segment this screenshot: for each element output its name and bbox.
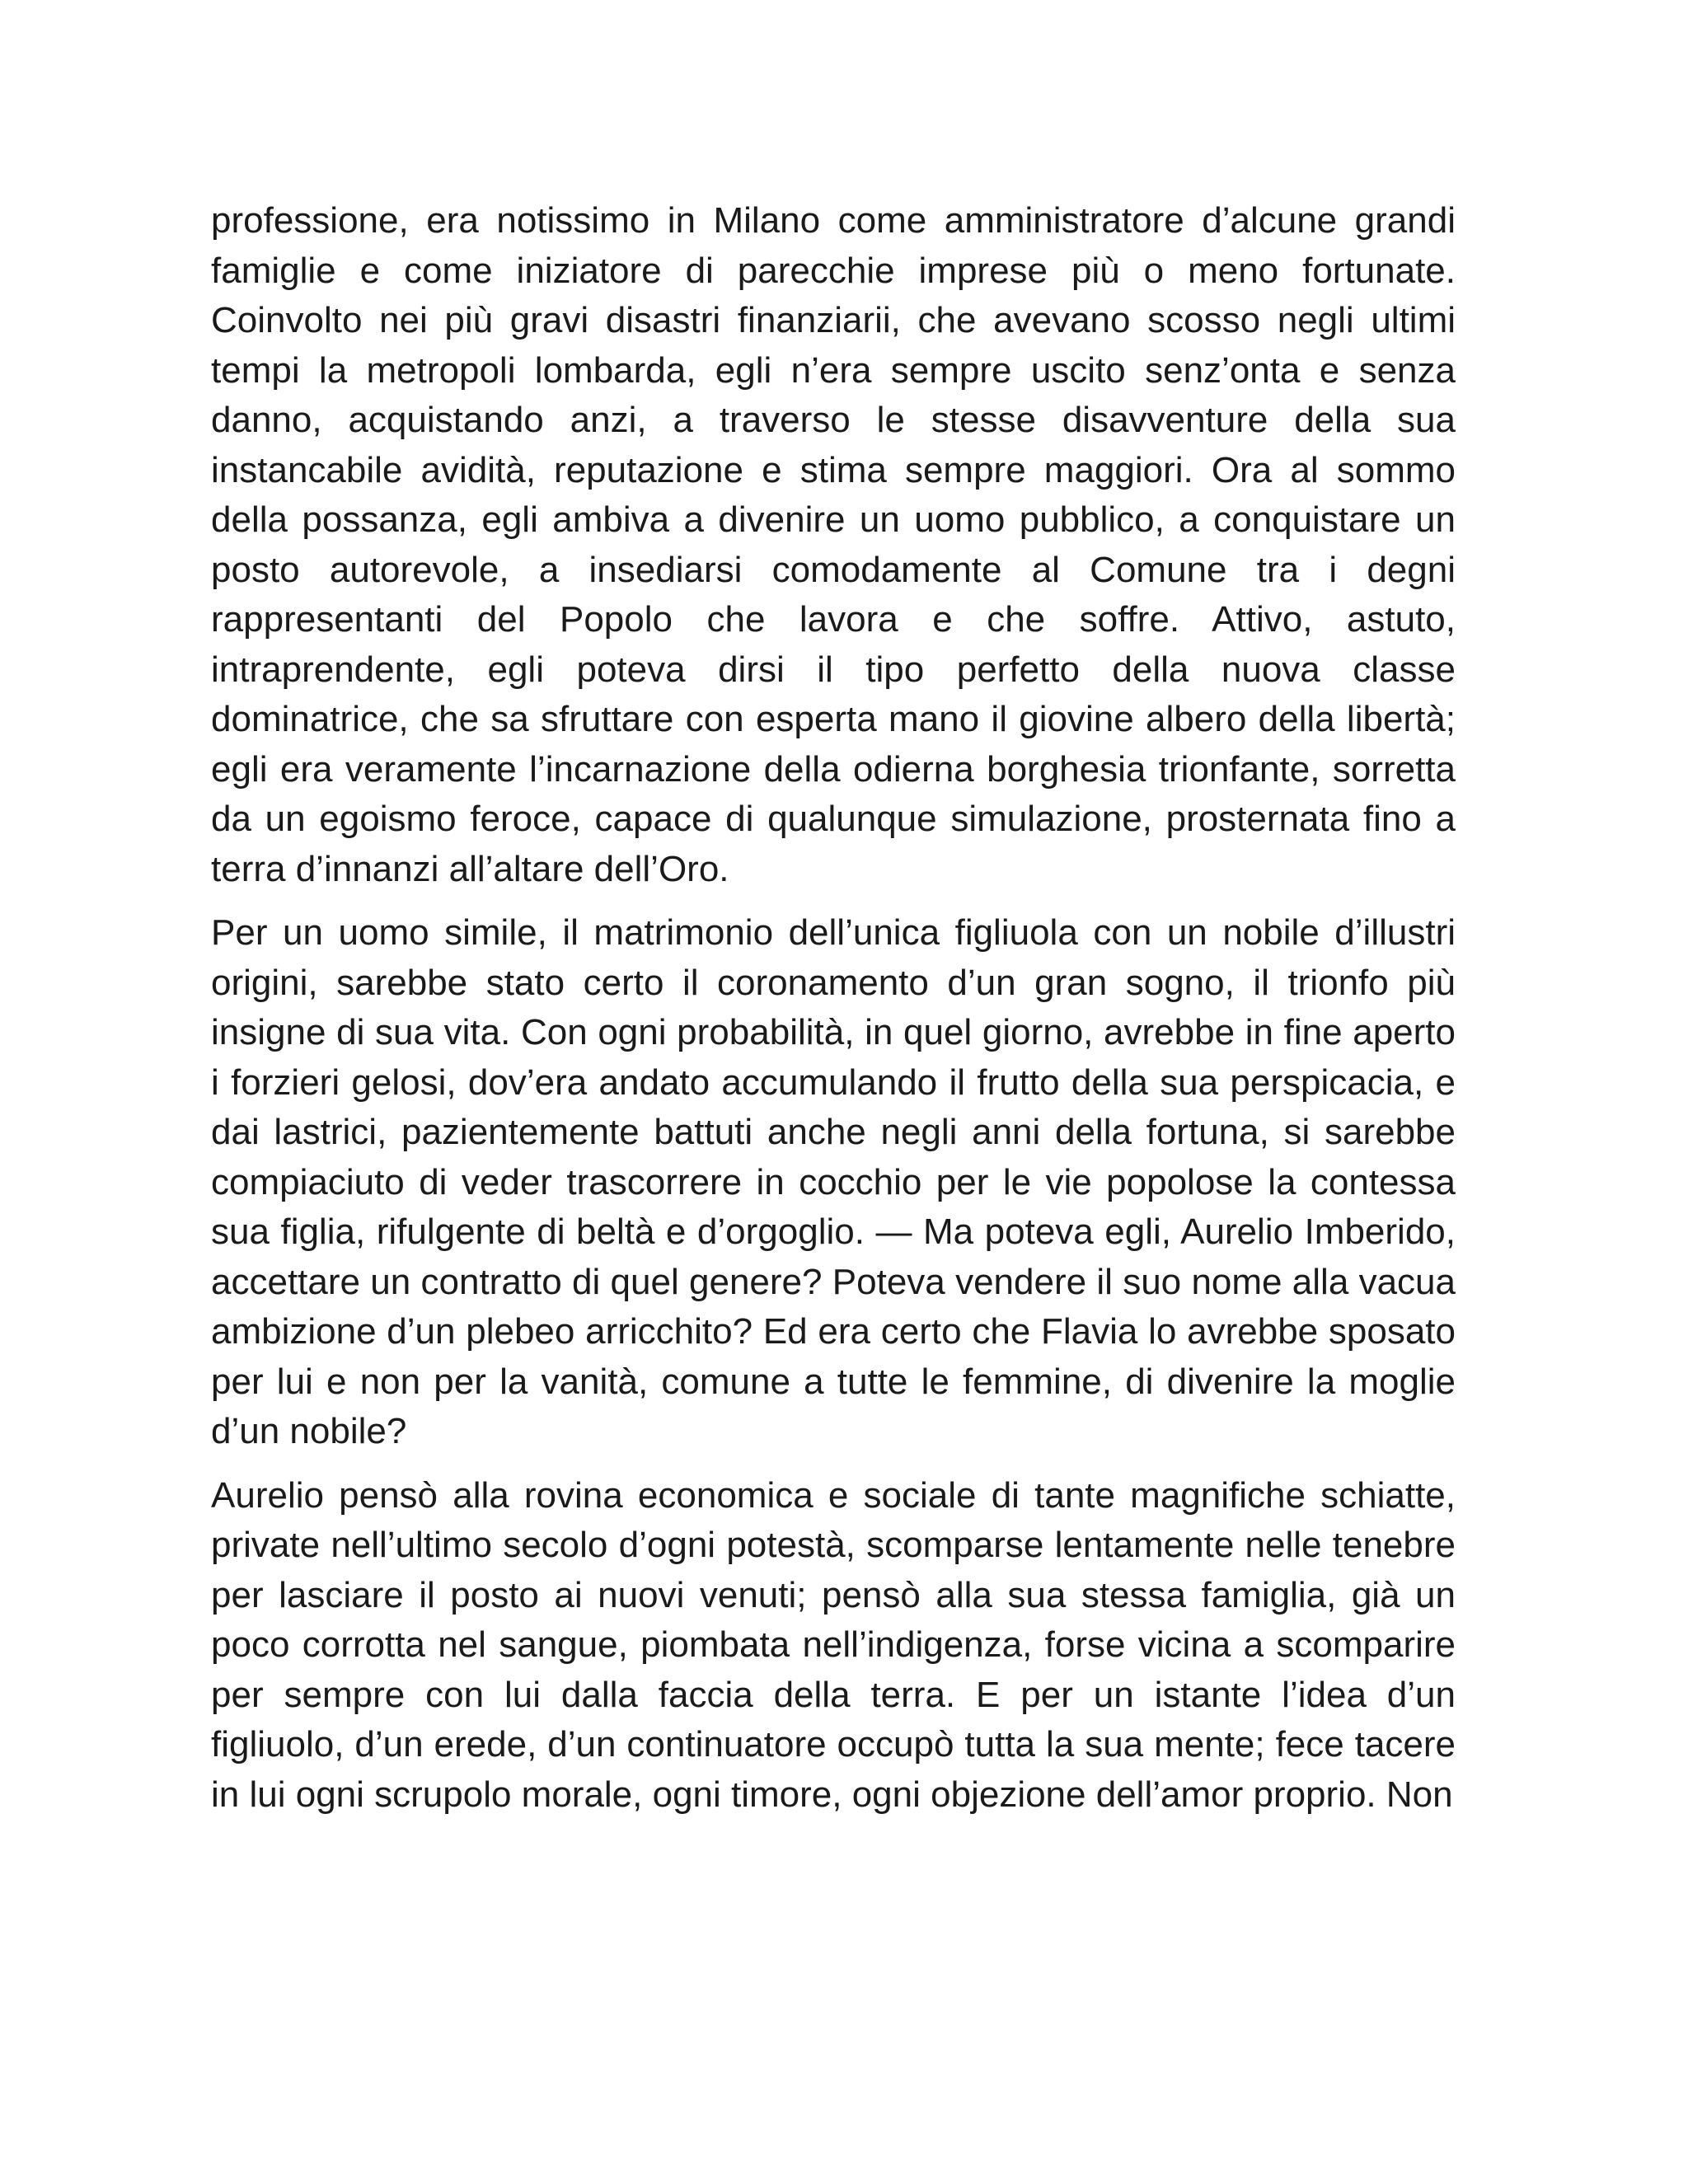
paragraph-3: Aurelio pensò alla rovina economica e sociale di tante magnifiche schiatte, private nell’ultimo secolo d’ogni potestà, scomparse lentamente nelle tenebre per lasciare il posto ai nuovi venuti; pensò alla sua stessa famiglia, già un poco corrotta nel sangue, piombata nell’indigenza, forse vicina a scomparire per sempre con lui dalla faccia della terra. E per un istante l’idea d’un figliuolo, d’un erede, d’un continuatore occupò tutta la sua mente; fece tacere in lui ogni scrupolo morale, ogni timore, ogni objezione dell’amor proprio. Non [211,1474,1456,1815]
document-page [211,196,1456,1820]
paragraph-2: Per un uomo simile, il matrimonio dell’unica figliuola con un nobile d’illustri origini, sarebbe stato certo il coronamento d’un gran sogno, il trionfo più insigne di sua vita. Con ogni probabilità, in quel giorno, avrebbe in fine aperto i forzieri gelosi, dov’era andato accumulando il frutto della sua perspicacia, e dai lastrici, pazientemente battuti anche negli anni della fortuna, si sarebbe compiaciuto di veder trascorrere in cocchio per le vie popolose la contessa sua figlia, rifulgente di beltà e d’orgoglio. — Ma poteva egli, Aurelio Imberido, accettare un contratto di quel genere? Poteva vendere il suo nome alla vacua ambizione d’un plebeo arricchito? Ed era certo che Flavia lo avrebbe sposato per lui e non per la vanità, comune a tutte le femmine, di divenire la moglie d’un nobile? [211,912,1456,1451]
paragraph-1: professione, era notissimo in Milano come amministratore d’alcune grandi famiglie e come iniziatore di parecchie imprese più o meno fortunate. Coinvolto nei più gravi disastri finanziarii, che avevano scosso negli ultimi tempi la metropoli lombarda, egli n’era sempre uscito senz’onta e senza danno, acquistando anzi, a traverso le stesse disavventure della sua instancabile avidità, reputazione e stima sempre maggiori. Ora al sommo della possanza, egli ambiva a divenire un uomo pubblico, a conquistare un posto autorevole, a insediarsi comodamente al Comune tra i degni rappresentanti del Popolo che lavora e che soffre. Attivo, astuto, intraprendente, egli poteva dirsi il tipo perfetto della nuova classe dominatrice, che sa sfruttare con esperta mano il giovine albero della libertà; egli era veramente l’incarnazione della odierna borghesia trionfante, sorretta da un egoismo feroce, capace di qualunque simulazione, prosternata fino a terra d’innanzi all’altare dell’Oro. [211,200,1456,889]
